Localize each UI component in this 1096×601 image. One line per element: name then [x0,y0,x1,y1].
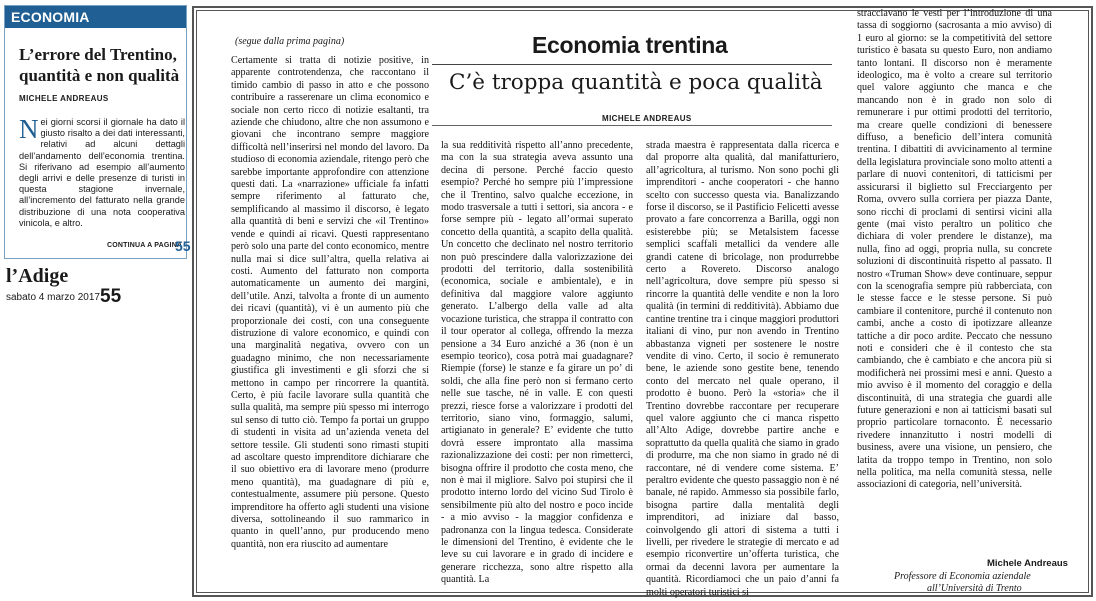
article-kicker: Economia trentina [532,32,728,58]
signature-affiliation: all’Università di Trento [927,583,1022,594]
summary-title-line2: quantità e non qualità [19,66,180,85]
article-column-1: Certamente si tratta di notizie positive, in apparente controtendenza, che raccontano il timido cambio di passo in atto e che possono contribuire a rasserenare un clima economico e sociale non certo ricco di notizie esaltanti, tra aziende che chiudono, altre che non assumono e giovani che incontrano sempre maggiore difficoltà nell’inserirsi nel mondo del lavoro. Da studioso di economia aziendale, ritengo però che sarebbe importante approfondire con attenzione questi dati. La «narrazione» ufficiale fa infatti sempre riferimento al fatturato che, semplificando al massimo il discorso, è legato alla quantità di beni e servizi che «il Trentino» vende e quindi ai ricavi. Questi rappresentano però solo una parte del conto economico, mentre nulla mai si dice sull’altra, quella relativa ai costi. Aumento del fatturato non comporta automaticamente un aumento dei margini, dell’utile. Anzi, talvolta a fronte di un aumento dei ricavi (quantità), vi è un aumento più che proporzionale dei costi, con una conseguente distruzione di valore economico, e quindi con una marginalità negativa, ovvero con un guadagno minimo, che non necessariamente giustifica gli investimenti e gli sforzi che si mettono in campo per rincorrere la quantità. Certo, è più facile lavorare sulla quantità che sulla qualità, ma sempre più spesso mi interrogo sul senso di tutto ciò. Tempo fa portai un gruppo di studenti in visita ad un’azienda veneta del settore tessile. Gli studenti sono rimasti stupiti ad ascoltare questo imprenditore dichiarare che il suo obiettivo era di lavorare meno (produrre meno quantità), ma guadagnare di più e, contestualmente, assumere più persone. Questo imprenditore ha offerto agli studenti una visione diversa, sottolineando il suo rammarico in quanto in quell’anno, pur producendo meno quantità, non era riuscito ad aumentare [231,55,429,550]
issue-date: sabato 4 marzo 2017 [6,292,100,303]
summary-title [19,44,189,86]
article-column-4: stracciavano le vesti per l’introduzione di una tassa di soggiorno (sacrosanta a mio avviso) di 1 euro al giorno: se la competitività del settore turistico è basata su questo Euro, non andiamo tanto lontani. Il discorso non è meramente ideologico, ma è volto a creare sul territorio quel valore aggiunto che manca e che mancando non è in grado non solo di remunerare i pur ottimi prodotti del territorio, ma creare quelle condizioni di benessere diffuso, a beneficio dell’intera comunità trentina. I dibattiti di avvicinamento al termine della legislatura provinciale sono molto attenti a parlare di nuovi contenitori, di tatticismi per assicurarsi il biglietto sul Frecciargento per Roma, ovvero sulla corriera per piazza Dante, sono ricchi di proclami di sentirsi vicini alla gente (mai visto peraltro un politico che dichiara di voler prendere le distanze), ma nulla, fino ad oggi, propria nulla, su concrete soluzioni di discontinuità rispetto al passato. Il nostro «Truman Show» deve continuare, seppur con la scenografia sempre più rabberciata, con le stesse facce e le stesse persone. Si può cambiare il contenitore, purché il contenuto non cambi, anche a costo di ipotizzare alleanze tattiche a dir poco ardite. Peccato che nessuno noti e consideri che è il contesto che sta cambiando, che è cambiato e che ancora più si modificherà nei prossimi mesi e anni. Questo a mio avviso è il momento del coraggio e della discontinuità, di una strategia che guardi alle future generazioni e non ai tatticismi basati sul proprio particolare tornaconto. È necessario rivedere innanzitutto i nostri modelli di business, avere una visione, un pensiero, che latita da troppo tempo in Trentino, non solo nella politica, ma nella comunità stessa, nelle associazioni di categoria, nell’università. [857,8,1052,491]
newspaper-masthead: l’Adige [6,265,69,287]
summary-body [19,114,185,229]
page-number: 55 [100,286,122,307]
summary-author: MICHELE ANDREAUS [19,94,109,103]
article-author: MICHELE ANDREAUS [602,114,692,123]
summary-title-line1: L’errore del Trentino, [19,45,177,64]
article-column-3: strada maestra è rappresentata dalla ricerca e dal proporre alta qualità, dal manifatturiero, all’agricoltura, al turismo. Non sono pochi gli imprenditori - anche cooperatori - che hanno scelto con successo questa via. Banalizzando forse il discorso, se il Pastificio Felicetti avesse provato a fare concorrenza a Barilla, oggi non esisterebbe più; se Metalsistem facesse semplici scaffali metallici da vendere alle grandi catene di bricolage, non produrrebbe certo a Rovereto. Discorso analogo nell’agricoltura, dove sempre più spesso si rincorre la quantità delle vendite e non la loro qualità (in termini di redditività). Abbiamo due cantine trentine tra i cinque maggiori produttori italiani di vino, pur non avendo in Trentino abbastanza vigneti per sostenere le nostre vendite di vino. Certo, il socio è remunerato bene, le aziende sono gestite bene, tenendo conto del mercato nel quale operano, il prodotto è buono. Però la «storia» che il Trentino dovrebbe raccontare per recuperare quel valore aggiunto che ci manca rispetto all’Alto Adige, dovrebbe partire anche e soprattutto da quella qualità che siamo in grado di produrre, ma che non siamo in grado né di raccontare, né di vendere come sistema. E’ peraltro evidente che questo passaggio non è né banale, né rapido. Ammesso sia possibile farlo, bisogna partire dalla mentalità degli imprenditori, ad iniziare dal basso, coinvolgendo gli attori di sistema a tutti i livelli, per rivedere le strategie di mercato e ad esempio riconvertire un’offerta turistica, che ormai da decenni lavora per aumentare la quantità. Ricordiamoci che un paio d’anni fa molti operatori turistici si [646,140,839,598]
summary-box [4,5,191,259]
article-column-2: la sua redditività rispetto all’anno precedente, ma con la sua strategia aveva assunto una decina di persone. Perché faccio questo esempio? Perché ho sempre più l’impressione che il Trentino, salvo qualche eccezione, in modo trasversale a tutti i settori, sia ancora - e forse sempre più - legato all’ormai superato concetto della quantità, a scapito della qualità. Un concetto che declinato nel nostro territorio non può prescindere dalla valorizzazione dei prodotti del territorio, dalla sostenibilità (economica, sociale e ambientale), e in definitiva dal maggiore valore aggiunto generato. L’albergo della valle ad alta vocazione turistica, che strappa il contratto con il tour operator al collega, offrendo la mezza pensione a 34 Euro anziché a 36 (non è un esempio teorico), cosa potrà mai guadagnare? Riempie (forse) le stanze e fa girare un po’ di soldi, che alla fine però non si fermano certo nelle sue tasche, né in valle. E con questi prezzi, riesce forse a valorizzare i prodotti del territorio, siano vino, formaggio, salumi, artigianato in generale? E’ evidente che tutto dovrà essere improntato alla massima razionalizzazione dei costi: per non rimetterci, bisogna offrire il prodotto che costa meno, che non è mai il migliore. Salvo poi stupirsi che il prodotto interno lordo del vicino Sud Tirolo è sensibilmente più alto del nostro e poco incide - a mio avviso - la maggior confidenza e padronanza con la lingua tedesca. Considerate le dimensioni del Trentino, è evidente che le leve su cui lavorare e in grado di incidere e generare ricchezza, sono altre rispetto alla quantità. La [441,140,633,586]
summary-text: ei giorni scorsi il giornale ha dato il giusto risalto a dei dati interessanti, relativi ad alcuni dettagli dell’andamento dell’economia trentina. Si riferivano ad esempio all’aumento degli arrivi e delle presenze di turisti in questa stagione invernale, all’incremento del fatturato nella grande distribuzione di una nota cooperativa vinicola, e altro. [19,117,185,228]
continued-note: (segue dalla prima pagina) [235,36,345,47]
continue-label: CONTINUA A PAGINA [107,242,183,249]
continue-page-link[interactable]: 55 [175,238,191,254]
author-divider [432,125,832,126]
signature-role: Professore di Economia aziendale [894,571,1031,582]
headline-divider [432,64,832,65]
section-label: ECONOMIA [5,6,186,28]
drop-cap: N [19,114,39,144]
article-headline: C’è troppa quantità e poca qualità [449,70,823,95]
signature-name: Michele Andreaus [987,558,1068,569]
